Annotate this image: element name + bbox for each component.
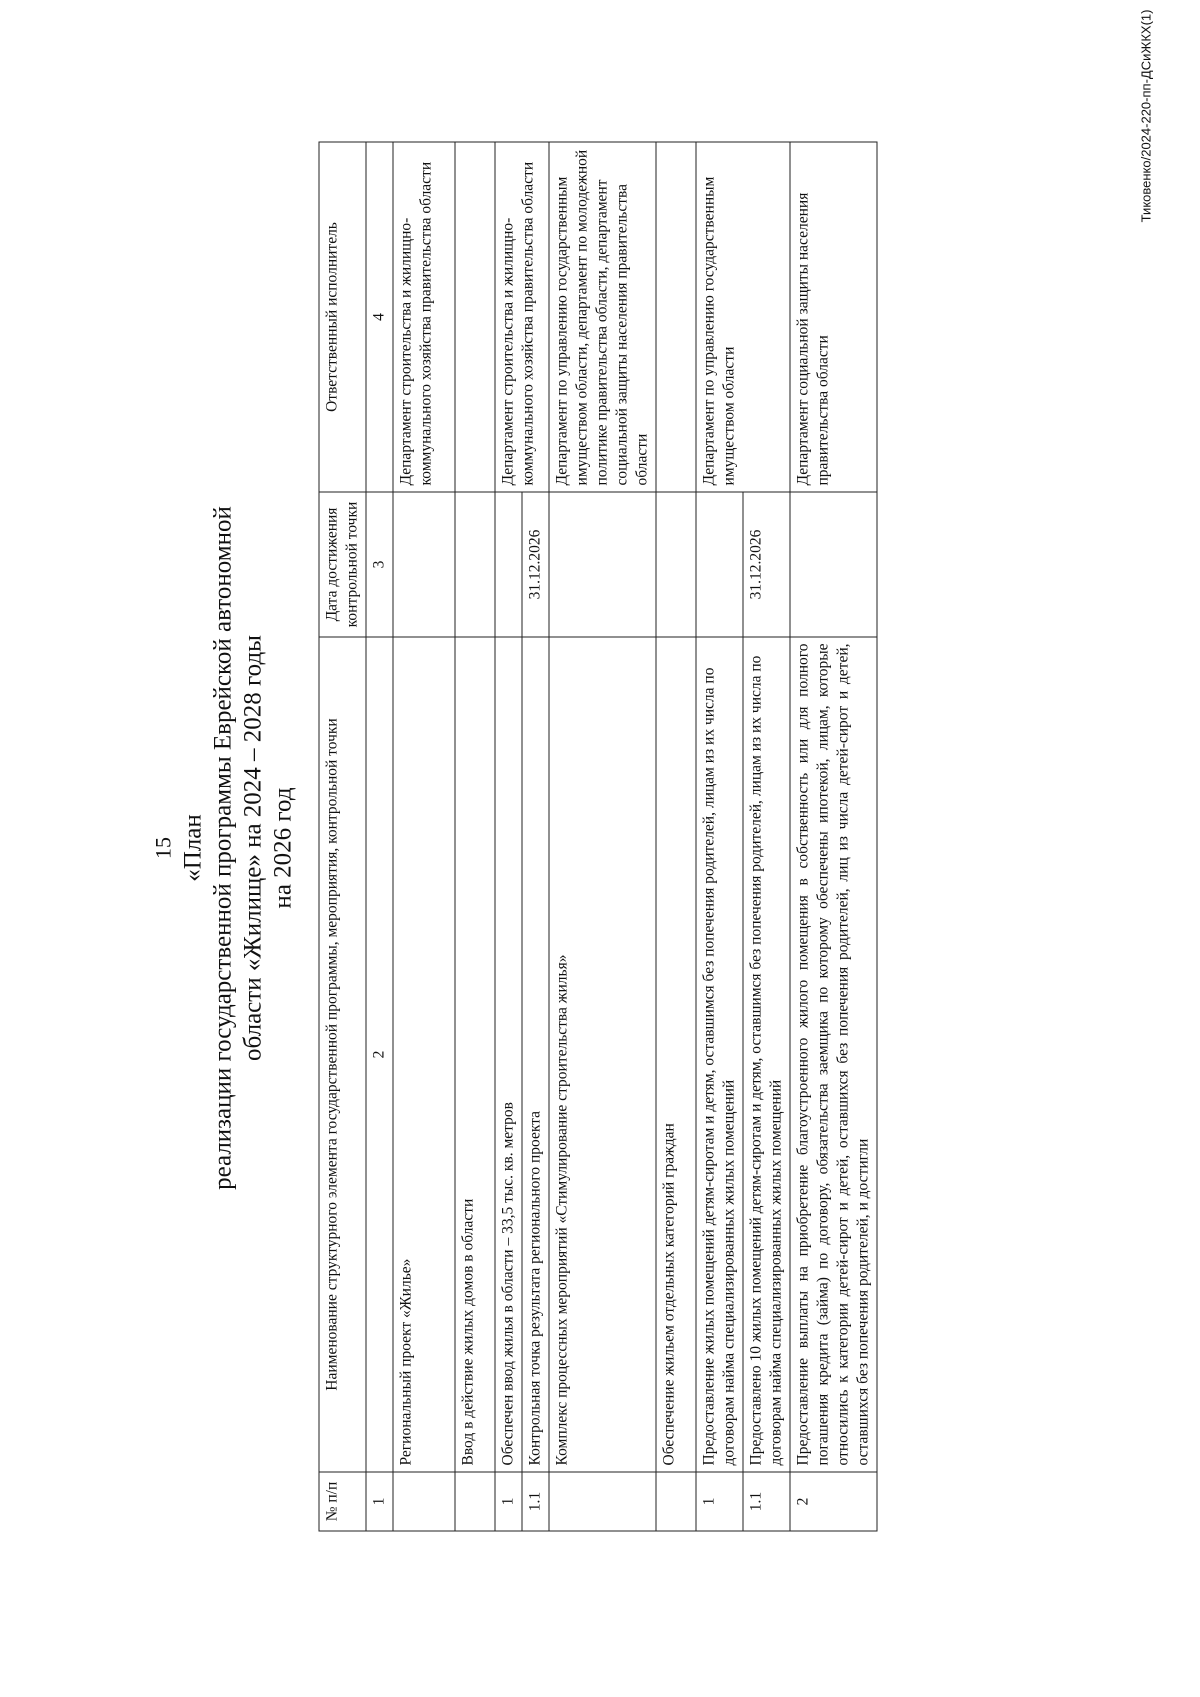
rotated-page [1, 0, 1200, 1697]
row-exec: Департамент по управлению государственным имуществом области, департамент по молодежной политике правительства области, департамент социальной защиты населения правительства области [549, 142, 656, 492]
row-name: Обеспечен ввод жилья в области – 33,5 тыс. кв. метров [495, 637, 522, 1472]
row-date [393, 492, 455, 637]
table-row [455, 142, 495, 1531]
row-name: Предоставление выплаты на приобретение благоустроенного жилого помещения в собственность или для полного погашения кредита (займа) по договору, обязательства заемщика по которому обеспечены ипотекой, лицам, которые относились к категории детей-сирот и детей, оставшихся без попечения родителей, лиц из числа детей-сирот и детей, оставшихся без попечения родителей, и достигли [790, 637, 877, 1472]
col-number: 1 [366, 1472, 393, 1531]
plan-table [319, 142, 878, 1532]
row-exec: Департамент социальной защиты населения правительства области [790, 142, 877, 492]
title-line-3: области «Жилище» на 2024 – 2028 годы [239, 635, 267, 1061]
row-num [393, 1472, 455, 1531]
row-name: Региональный проект «Жилье» [393, 637, 455, 1472]
row-num: 1.1 [522, 1472, 549, 1531]
col-number: 4 [366, 142, 393, 492]
table-header-row [319, 142, 366, 1531]
row-name: Контрольная точка результата регионального проекта [522, 637, 549, 1472]
table-row [549, 142, 656, 1531]
title-line-1: «План [179, 814, 207, 882]
header-exec: Ответственный исполнитель [319, 142, 366, 492]
row-exec: Департамент строительства и жилищно-коммунального хозяйства правительства области [495, 142, 549, 492]
row-exec: Департамент по управлению государственным имуществом области [696, 142, 790, 492]
header-num: № п/п [319, 1472, 366, 1531]
row-name: Ввод в действие жилых домов в области [455, 637, 495, 1472]
column-number-row [366, 142, 393, 1531]
row-num: 2 [790, 1472, 877, 1531]
row-date [790, 492, 877, 637]
row-num: 1.1 [743, 1472, 790, 1531]
document-code: Тиковенко/2024-220-пп-ДСиЖКХ(1) [1138, 9, 1154, 223]
table-row [495, 142, 522, 1531]
row-date [696, 492, 743, 637]
row-num: 1 [696, 1472, 743, 1531]
row-exec: Департамент строительства и жилищно-коммунального хозяйства правительства области [393, 142, 455, 492]
table-row [790, 142, 877, 1531]
row-name: Предоставлено 10 жилых помещений детям-сиротам и детям, оставшимся без попечения родителей, лицам из их числа по договорам найма специализированных жилых помещений [743, 637, 790, 1472]
title-line-2: реализации государственной программы Еврейской автономной [209, 506, 237, 1190]
document-title [179, 0, 299, 1697]
table-row [696, 142, 743, 1531]
col-number: 3 [366, 492, 393, 637]
row-name: Предоставление жилых помещений детям-сиротам и детям, оставшимся без попечения родителей, лицам из их числа по договорам найма специализированных жилых помещений [696, 637, 743, 1472]
table-row [656, 142, 696, 1531]
header-name: Наименование структурного элемента государственной программы, мероприятия, контрольной точки [319, 637, 366, 1472]
table-row [393, 142, 455, 1531]
row-date [495, 492, 522, 637]
page-number: 15 [150, 837, 176, 859]
row-date: 31.12.2026 [743, 492, 790, 637]
col-number: 2 [366, 637, 393, 1472]
row-date: 31.12.2026 [522, 492, 549, 637]
row-num: 1 [495, 1472, 522, 1531]
title-line-4: на 2026 год [269, 787, 297, 909]
row-name: Обеспечение жильем отдельных категорий граждан [656, 637, 696, 1472]
header-date: Дата достижения контрольной точки [319, 492, 366, 637]
row-name: Комплекс процессных мероприятий «Стимулирование строительства жилья» [549, 637, 656, 1472]
